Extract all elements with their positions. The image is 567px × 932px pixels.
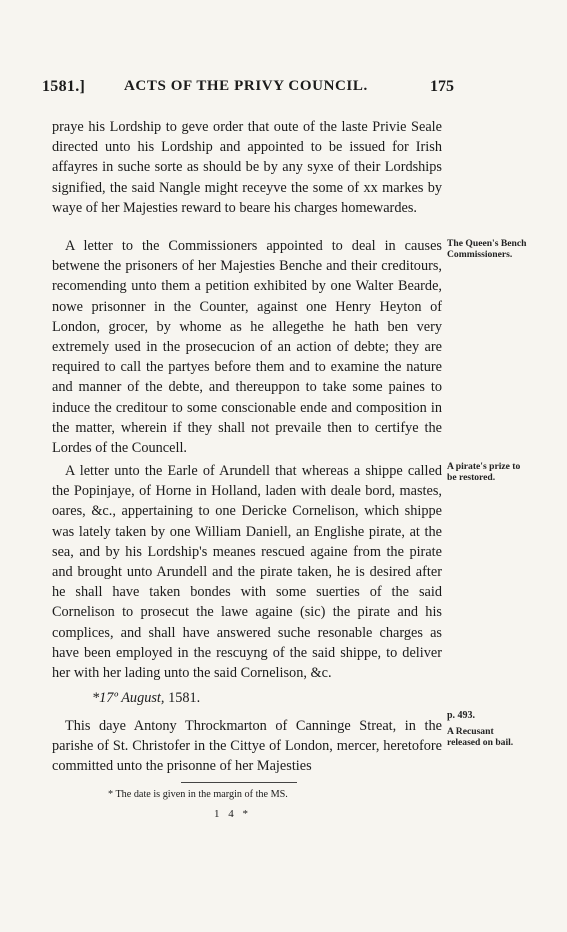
- running-header: [42, 78, 454, 100]
- paragraph-arundell-letter: A letter unto the Earle of Arundell that whereas a shippe called the Popinjaye, of Horne in Holland, laden with deale bord, mastes, oares, &c., appertaining to one Dericke Cornelison, which shippe was lately taken by one William Daniell, an Englishe pirate, at the sea, and by his Lordship's meanes rescued againe from the pirate and brought unto Arundell and the pirate taken, he is desired after he shall have taken bondes with some suerties of the said Cornelison to prosecut the lawe againe (sic) the pirate and his complices, and shall have answered suche resonable charges as have been employed in the rescuyng of the said shippe, to deliver her with her lading unto the said Cornelison, &c.: [52, 463, 442, 682]
- date-heading: [92, 690, 200, 707]
- paragraph-nangle-reward: praye his Lordship to geve order that oute of the laste Privie Seale directed unto his Lordship and appointed to be issued for Irish affayres in suche sorte as should be by any syxe of their Lordships signified, the said Nangle might receyve the some of xx markes by waye of her Majesties reward to beare his charges homewardes.: [52, 119, 442, 216]
- margin-note-queens-bench: The Queen's Bench Commissioners.: [447, 238, 527, 260]
- margin-note-pirate-prize: A pirate's prize to be restored.: [447, 461, 521, 483]
- paragraph-commissioners-letter: A letter to the Commissioners appointed to deal in causes betwene the prisoners of her Majesties Benche and their creditours, recomending unto them a petition exhibited by one Walter Bearde, nowe prisonner in the Counter, against one Henry Heyton of London, grocer, by whome as he allegethe he hath ben very extremely used in the prosecucion of an action of debte; they are required to call the partyes before them and to examine the nature and manner of the debte, and thereuppon to take some paines to induce the creditour to some conscionable ende and composition in the matter, wherein if they shall not prevaile then to certifye the Lordes of the Councell.: [52, 238, 442, 457]
- margin-note-recusant: A Recusant released on bail.: [447, 726, 514, 748]
- date-heading-day: *17º August,: [92, 690, 165, 706]
- signature-mark: 1 4 *: [214, 808, 251, 820]
- footnote-rule: [181, 782, 297, 783]
- paragraph-throckmarton: This daye Antony Throckmarton of Canninge Streat, in the parishe of St. Christofer in the Cittye of London, mercer, heretofore committed unto the prisonne of her Majesties: [52, 718, 442, 775]
- footnote: * The date is given in the margin of the MS.: [108, 789, 288, 800]
- header-year: 1581.]: [42, 78, 86, 95]
- page-number: 175: [430, 78, 454, 95]
- header-title: ACTS OF THE PRIVY COUNCIL.: [124, 78, 368, 94]
- date-heading-year: 1581.: [168, 690, 201, 706]
- margin-note-page-ref: p. 493.: [447, 710, 476, 721]
